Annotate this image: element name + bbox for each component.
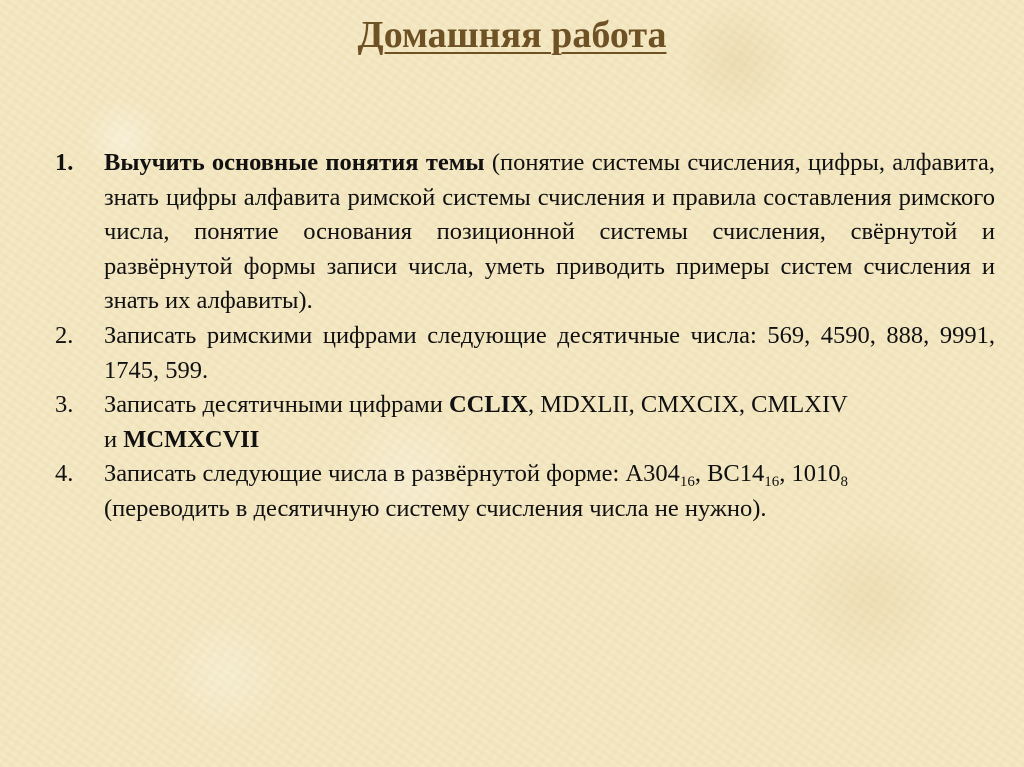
task-number-1: 1.	[55, 149, 74, 176]
task-item-4	[55, 457, 995, 526]
task-item-2	[55, 319, 995, 388]
task-4-text: Записать следующие числа в развёрнутой форме:	[104, 460, 626, 488]
task-4-number-bc14: BC14	[707, 460, 765, 488]
task-3-roman-rest: , MDXLII, CMXCIX, CMLXIV	[527, 391, 848, 419]
task-3-roman-cclix: CCLIX	[448, 391, 528, 419]
task-4-base-3: 8	[840, 474, 849, 491]
slide-title: Домашняя работа	[357, 14, 667, 56]
task-4-number-1010: 1010	[791, 460, 841, 488]
task-3-text: Записать десятичными цифрами	[104, 391, 449, 419]
task-item-3	[55, 388, 995, 457]
task-4-separator-2: ,	[779, 460, 792, 488]
task-4-number-a304: A304	[625, 460, 680, 488]
task-number-3: 3.	[55, 391, 74, 419]
task-4-note: (переводить в десятичную систему счисления числа не нужно).	[104, 494, 767, 522]
task-3-roman-mcmxcvii: MCMXCVII	[123, 425, 260, 453]
task-list	[55, 146, 995, 527]
task-4-separator-1: ,	[694, 460, 708, 488]
task-4-base-1: 16	[679, 474, 695, 491]
task-number-2: 2.	[55, 321, 74, 349]
task-1-bold-text: Выучить основные понятия темы	[104, 149, 485, 176]
task-item-1	[55, 146, 995, 319]
task-1-text: (понятие системы счисления, цифры, алфавита, знать цифры алфавита римской системы счисления и правила составления римского числа, понятие основания позиционной системы счисления, свёрнутой и развёрнутой формы записи числа, уметь приводить примеры систем счисления и знать их алфавиты).	[104, 149, 995, 315]
task-number-4: 4.	[55, 460, 74, 488]
task-4-base-2: 16	[764, 474, 780, 491]
task-3-conjunction: и	[104, 425, 124, 453]
task-2-text: Записать римскими цифрами следующие десятичные числа: 569, 4590, 888, 9991, 1745, 599.	[104, 321, 995, 384]
